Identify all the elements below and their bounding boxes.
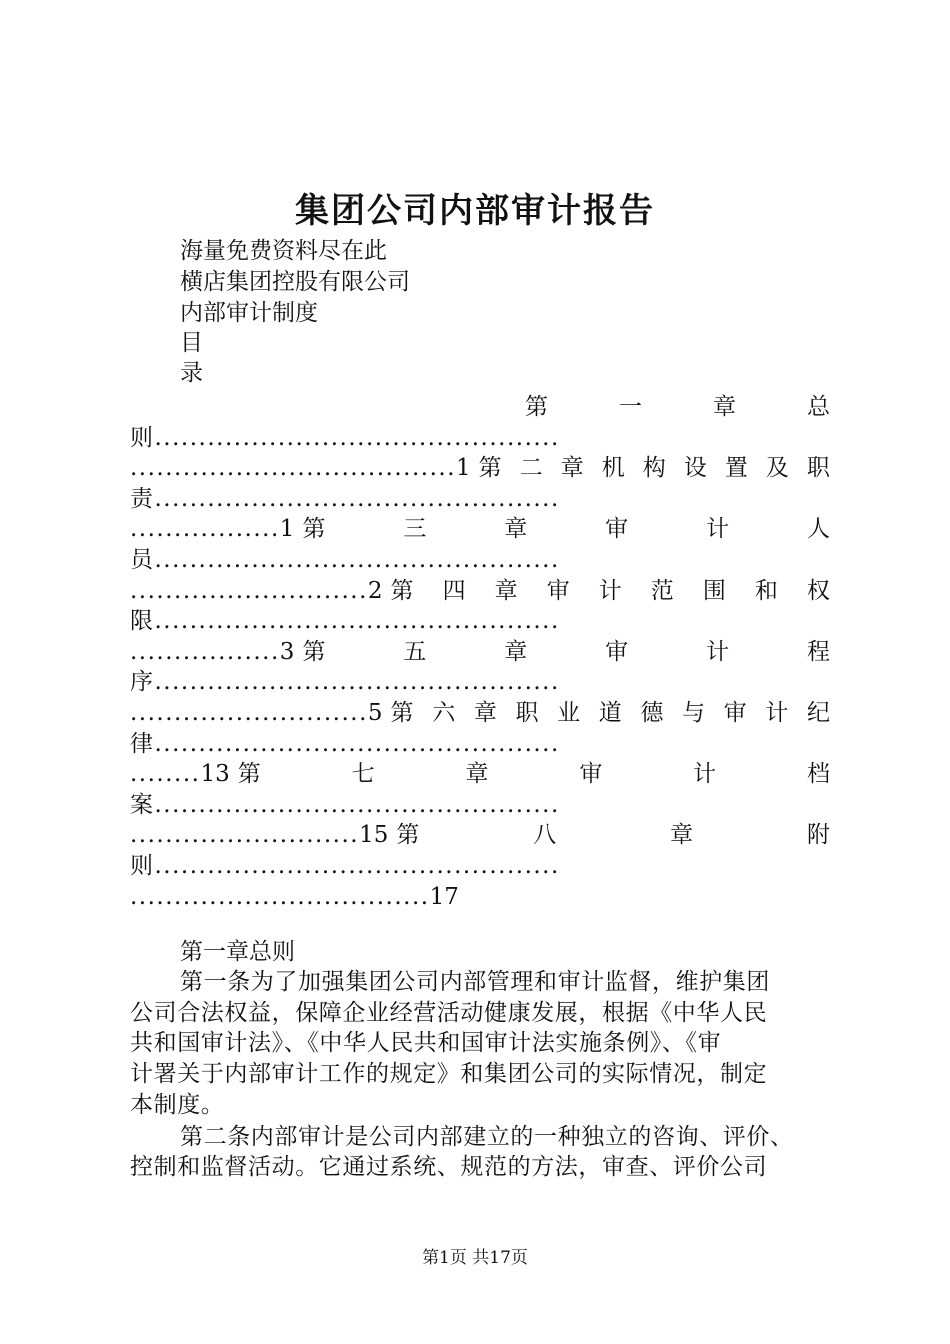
toc-lead-char: 权 <box>806 578 830 604</box>
toc-lead-char: 及 <box>765 455 789 481</box>
toc-lead-char: 章 <box>504 639 528 665</box>
toc-lead-char: 范 <box>650 578 674 604</box>
toc-lead-char: 章 <box>504 516 528 542</box>
toc-page-number: 13 <box>200 761 230 787</box>
paragraph-1-line: 共和国审计法》、《中华人民共和国审计法实施条例》、《审 <box>130 1030 722 1056</box>
toc-lead-char: 八 <box>533 822 557 848</box>
toc-page-number: 17 <box>429 884 459 910</box>
toc-page-number: 1 <box>456 455 471 481</box>
header-line-2: 横店集团控股有限公司 <box>180 269 410 295</box>
toc-entry-page-line <box>130 882 830 912</box>
toc-entry-page-line <box>130 820 830 850</box>
toc-entry-tail: 序.............................................. <box>130 669 560 695</box>
toc-lead-char: 章 <box>494 578 518 604</box>
toc-entry-tail: 限.............................................. <box>130 608 560 634</box>
toc-lead-char: 与 <box>682 700 706 726</box>
toc-next-lead <box>302 637 830 667</box>
toc-lead-char: 第 <box>302 516 326 542</box>
toc-entry-tail: 责.............................................. <box>130 486 560 512</box>
toc-lead-char: 纪 <box>806 700 830 726</box>
paragraph-1-line: 计署关于内部审计工作的规定》和集团公司的实际情况，制定 <box>130 1061 768 1087</box>
toc-next-lead <box>391 698 830 728</box>
header-line-1: 海量免费资料尽在此 <box>180 238 387 264</box>
toc-leader-dots: ........................... <box>130 578 368 604</box>
toc-leader-dots: .......................... <box>130 822 360 848</box>
toc-lead-char: 审 <box>723 700 747 726</box>
toc-entry-page-line <box>130 759 830 789</box>
toc-leader-dots: ................. <box>130 639 280 665</box>
chapter-heading: 第一章总则 <box>180 939 295 965</box>
paragraph-2-line: 第二条内部审计是公司内部建立的一种独立的咨询、评价、 <box>180 1124 794 1150</box>
toc-lead-char: 道 <box>598 700 622 726</box>
toc-lead-char: 六 <box>432 700 456 726</box>
toc-page-number: 2 <box>367 578 383 604</box>
toc-lead-char: 章 <box>670 822 694 848</box>
toc-leader-dots: .................................. <box>130 884 430 910</box>
paragraph-2-line: 控制和监督活动。它通过系统、规范的方法，审查、评价公司 <box>130 1154 768 1180</box>
header-line-5: 录 <box>180 360 203 386</box>
toc-entry-page-line <box>130 576 830 606</box>
toc-lead-char: 章 <box>560 455 584 481</box>
toc-lead-char: 一 <box>619 394 642 420</box>
toc-lead-char: 和 <box>754 578 778 604</box>
toc-lead-char: 审 <box>579 761 603 787</box>
toc-entry-page-line <box>130 514 830 544</box>
toc-lead-char: 计 <box>765 700 789 726</box>
toc-lead-char: 机 <box>601 455 625 481</box>
toc-page-number: 3 <box>279 639 295 665</box>
toc-lead-char: 第 <box>237 761 261 787</box>
toc-page-number: 15 <box>359 822 389 848</box>
toc-leader-dots: ..................................... <box>130 455 457 481</box>
paragraph-1-line: 第一条为了加强集团公司内部管理和审计监督，维护集团 <box>180 969 770 995</box>
toc-lead-char: 章 <box>473 700 497 726</box>
toc-lead-char: 第 <box>525 394 548 420</box>
toc-lead-char: 计 <box>706 639 730 665</box>
toc-lead-char: 第 <box>390 700 414 726</box>
toc-lead-char: 四 <box>442 578 466 604</box>
toc-lead-char: 德 <box>640 700 664 726</box>
toc-entry-page-line <box>130 453 830 483</box>
toc-lead-char: 审 <box>546 578 570 604</box>
toc-lead-char: 二 <box>519 455 543 481</box>
toc-lead-char: 附 <box>807 822 830 848</box>
toc-lead-char: 计 <box>706 516 730 542</box>
toc-entry-tail: 则.............................................. <box>130 425 560 451</box>
header-line-4: 目 <box>180 330 203 356</box>
toc-lead-char: 构 <box>642 455 666 481</box>
toc-entry-page-line <box>130 637 830 667</box>
page-footer: 第1页 共17页 <box>422 1248 528 1268</box>
toc-lead-char: 三 <box>403 516 427 542</box>
document-title: 集团公司内部审计报告 <box>295 191 655 231</box>
toc-next-lead <box>396 820 830 850</box>
toc-lead-char: 程 <box>806 639 830 665</box>
toc-lead-char: 七 <box>351 761 375 787</box>
toc-lead-char: 总 <box>807 394 830 420</box>
toc-next-lead <box>302 514 830 544</box>
toc-lead-char: 审 <box>605 639 629 665</box>
toc-lead-char: 职 <box>806 455 830 481</box>
toc-next-lead <box>238 759 830 789</box>
toc-lead-char: 计 <box>693 761 717 787</box>
toc-entry-page-line <box>130 698 830 728</box>
toc-lead-char: 计 <box>598 578 622 604</box>
header-line-3: 内部审计制度 <box>180 300 318 326</box>
toc-lead-char: 章 <box>465 761 489 787</box>
toc-entry-lead <box>525 392 830 422</box>
toc-lead-char: 围 <box>702 578 726 604</box>
toc-next-lead <box>391 576 830 606</box>
toc-lead-char: 章 <box>713 394 736 420</box>
toc-page-number: 5 <box>367 700 383 726</box>
toc-lead-char: 五 <box>403 639 427 665</box>
toc-entry-tail: 案.............................................. <box>130 792 560 818</box>
toc-leader-dots: ................. <box>130 516 280 542</box>
toc-entry-tail: 则.............................................. <box>130 853 560 879</box>
toc-lead-char: 人 <box>806 516 830 542</box>
toc-page-number: 1 <box>279 516 295 542</box>
toc-lead-char: 第 <box>396 822 420 848</box>
toc-lead-char: 置 <box>724 455 748 481</box>
toc-lead-char: 第 <box>478 455 502 481</box>
toc-leader-dots: ........ <box>130 761 201 787</box>
toc-lead-char: 第 <box>302 639 326 665</box>
toc-next-lead <box>479 453 830 483</box>
toc-lead-char: 档 <box>807 761 830 787</box>
toc-entry-tail: 员.............................................. <box>130 547 560 573</box>
paragraph-1-line: 公司合法权益，保障企业经营活动健康发展，根据《中华人民 <box>130 1000 768 1026</box>
toc-lead-char: 业 <box>557 700 581 726</box>
paragraph-1-line: 本制度。 <box>130 1092 225 1118</box>
toc-lead-char: 职 <box>515 700 539 726</box>
toc-lead-char: 第 <box>390 578 414 604</box>
toc-lead-char: 设 <box>683 455 707 481</box>
toc-entry-tail: 律.............................................. <box>130 731 560 757</box>
toc-leader-dots: ........................... <box>130 700 368 726</box>
toc-lead-char: 审 <box>605 516 629 542</box>
